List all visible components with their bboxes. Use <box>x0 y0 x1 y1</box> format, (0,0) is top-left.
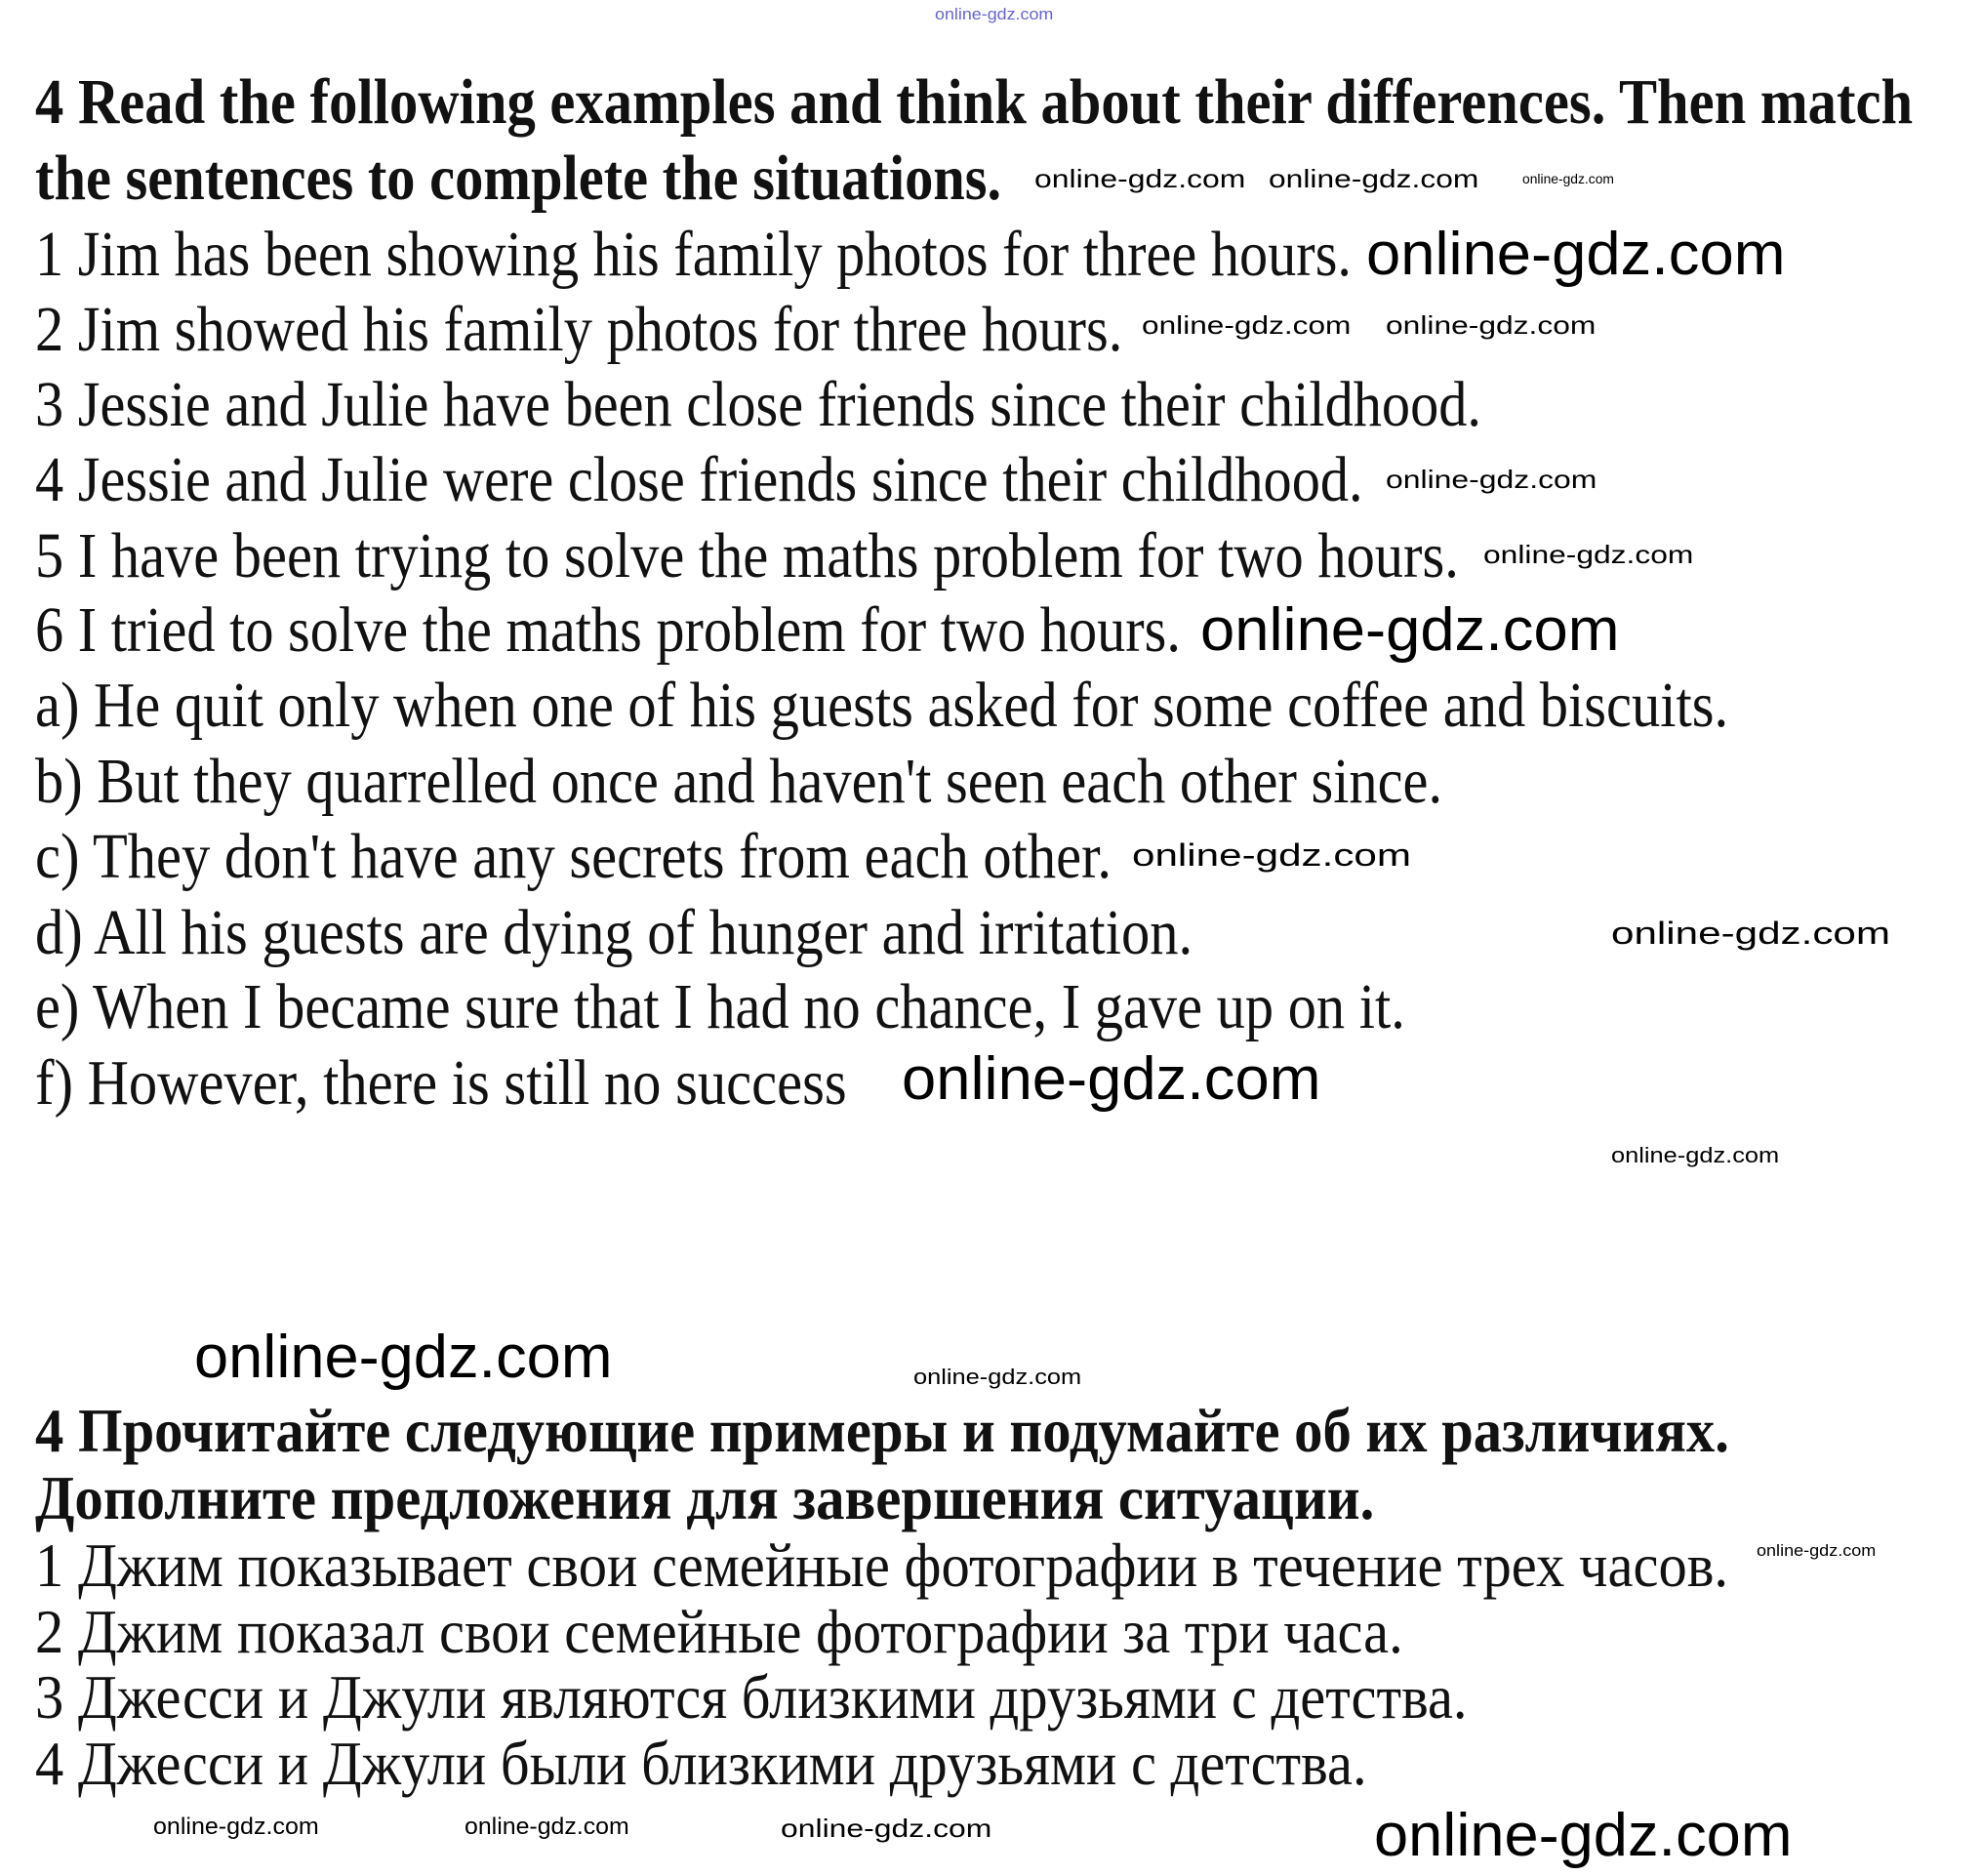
sentence: 2 Jim showed his family photos for three hours. <box>35 294 1123 365</box>
watermark: online-gdz.com <box>1374 1802 1793 1869</box>
sentence-translation: 2 Джим показал свои семейные фотографии за три часа. <box>35 1597 1403 1666</box>
ending: a) He quit only when one of his guests asked for some coffee and biscuits. <box>35 670 1729 741</box>
exercise-heading-translation: Дополните предложения для завершения ситуации. <box>35 1463 1375 1532</box>
watermark: online-gdz.com <box>1483 540 1694 569</box>
exercise-heading: the sentences to complete the situations. <box>35 143 1002 214</box>
sentence: 6 I tried to solve the maths problem for two hours. <box>35 594 1181 666</box>
watermark: online-gdz.com <box>153 1814 319 1840</box>
watermark: online-gdz.com <box>1611 916 1890 951</box>
watermark: online-gdz.com <box>1522 171 1614 186</box>
watermark: online-gdz.com <box>1200 596 1620 664</box>
watermark: online-gdz.com <box>935 5 1054 23</box>
ending: d) All his guests are dying of hunger and irritation. <box>35 897 1193 968</box>
sentence: 1 Jim has been showing his family photos for three hours. <box>35 219 1352 290</box>
sentence-translation: 1 Джим показывает свои семейные фотографии в течение трех часов. <box>35 1530 1729 1600</box>
sentence-translation: 4 Джесси и Джули были близкими друзьями с детства. <box>35 1729 1367 1798</box>
watermark: online-gdz.com <box>1386 465 1597 494</box>
ending: e) When I became sure that I had no chance, I gave up on it. <box>35 971 1405 1042</box>
watermark: online-gdz.com <box>1386 310 1597 340</box>
sentence: 3 Jessie and Julie have been close friends since their childhood. <box>35 369 1482 440</box>
exercise-heading: 4 Read the following examples and think about their differences. Then match <box>35 66 1914 138</box>
watermark: online-gdz.com <box>781 1814 992 1843</box>
watermark: online-gdz.com <box>1366 221 1786 288</box>
watermark: online-gdz.com <box>1269 164 1479 193</box>
watermark: online-gdz.com <box>194 1324 613 1391</box>
ending: c) They don't have any secrets from each other. <box>35 821 1112 892</box>
watermark: online-gdz.com <box>1132 837 1411 873</box>
watermark: online-gdz.com <box>1142 310 1352 340</box>
watermark: online-gdz.com <box>1757 1541 1877 1560</box>
ending: b) But they quarrelled once and haven't seen each other since. <box>35 746 1443 817</box>
watermark: online-gdz.com <box>1034 164 1246 193</box>
sentence: 5 I have been trying to solve the maths problem for two hours. <box>35 520 1459 591</box>
watermark: online-gdz.com <box>913 1365 1082 1389</box>
exercise-heading-translation: 4 Прочитайте следующие примеры и подумайте об их различиях. <box>35 1396 1729 1465</box>
ending: f) However, there is still no success <box>35 1047 847 1119</box>
watermark: online-gdz.com <box>465 1814 629 1840</box>
watermark: online-gdz.com <box>1611 1143 1780 1167</box>
watermark: online-gdz.com <box>902 1045 1321 1113</box>
sentence-translation: 3 Джесси и Джули являются близкими друзьями с детства. <box>35 1662 1468 1732</box>
sentence: 4 Jessie and Julie were close friends since their childhood. <box>35 444 1363 515</box>
